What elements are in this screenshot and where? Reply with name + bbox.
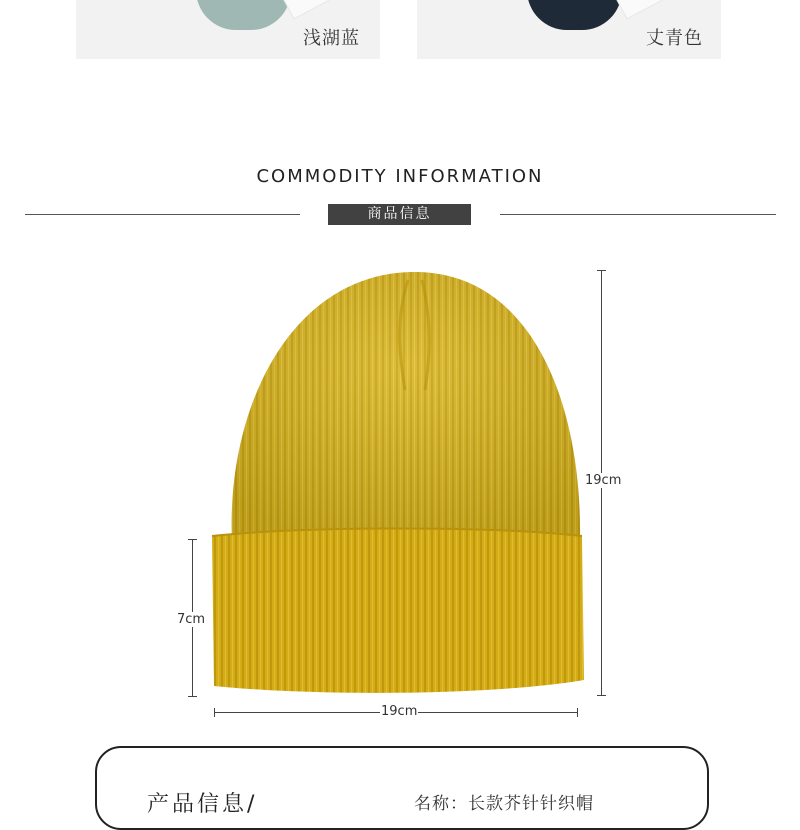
- hat-tag: [612, 0, 662, 20]
- dimension-width-label: 19cm: [381, 704, 418, 719]
- beanie-hat-image: [60, 240, 740, 740]
- product-photo: [60, 240, 740, 740]
- swatch-card-light-lake-blue: [76, 0, 380, 59]
- swatch-label-light-blue: 浅湖蓝: [303, 28, 360, 49]
- hat-edge-light-blue: [196, 0, 291, 30]
- dimension-cuff-label: 7cm: [177, 612, 206, 627]
- hat-tag: [279, 0, 329, 20]
- divider-left: [25, 214, 300, 215]
- product-name: 名称：长款芥针针织帽: [414, 794, 594, 814]
- swatch-card-navy: [417, 0, 721, 59]
- section-title-chinese: 商品信息: [328, 204, 471, 225]
- divider-right: [500, 214, 776, 215]
- product-info-title: 产品信息/: [147, 792, 258, 817]
- swatch-label-navy: 丈青色: [646, 28, 703, 49]
- hat-cuff: [212, 529, 584, 693]
- section-title-english: COMMODITY INFORMATION: [256, 166, 544, 187]
- dimension-height-label: 19cm: [585, 473, 622, 488]
- hat-edge-navy: [527, 0, 622, 30]
